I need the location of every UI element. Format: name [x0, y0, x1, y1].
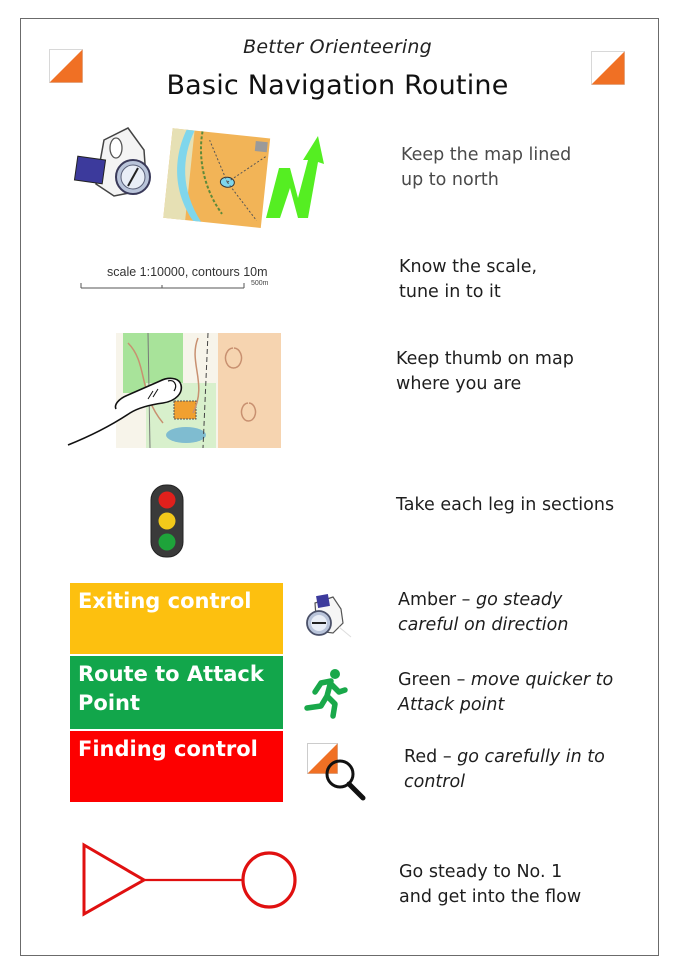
step-text-north: Keep the map lined up to north [401, 145, 572, 190]
start-triangle-to-control-icon [80, 840, 302, 920]
runner-icon [303, 668, 349, 718]
band-exiting-control: Exiting control [70, 583, 283, 654]
band-route-to-attack-point: Route to Attack Point [70, 656, 283, 729]
thumb-on-map-icon [68, 333, 283, 451]
scale-bar-icon [80, 281, 250, 291]
compass-map-north-icon [76, 120, 336, 225]
step-text-thumb: Keep thumb on map where you are [396, 349, 574, 394]
green-description: Green – move quicker to Attack point [398, 670, 614, 715]
traffic-light-icon [150, 484, 184, 558]
scale-label: scale 1:10000, contours 10m [107, 265, 268, 279]
step-text-sections: Take each leg in sections [396, 495, 615, 515]
control-magnifier-icon [307, 743, 369, 801]
scale-unit: 500m [251, 280, 269, 287]
page-title: Basic Navigation Routine [166, 70, 509, 101]
band-finding-control: Finding control [70, 731, 283, 802]
step-text-scale: Know the scale, tune in to it [399, 257, 538, 302]
red-description: Red – go carefully in to control [404, 747, 605, 792]
subtitle: Better Orienteering [243, 36, 432, 58]
compass-icon [303, 593, 353, 641]
amber-description: Amber – go steady careful on direction [398, 590, 569, 635]
start-description: Go steady to No. 1 and get into the flow [399, 862, 582, 907]
